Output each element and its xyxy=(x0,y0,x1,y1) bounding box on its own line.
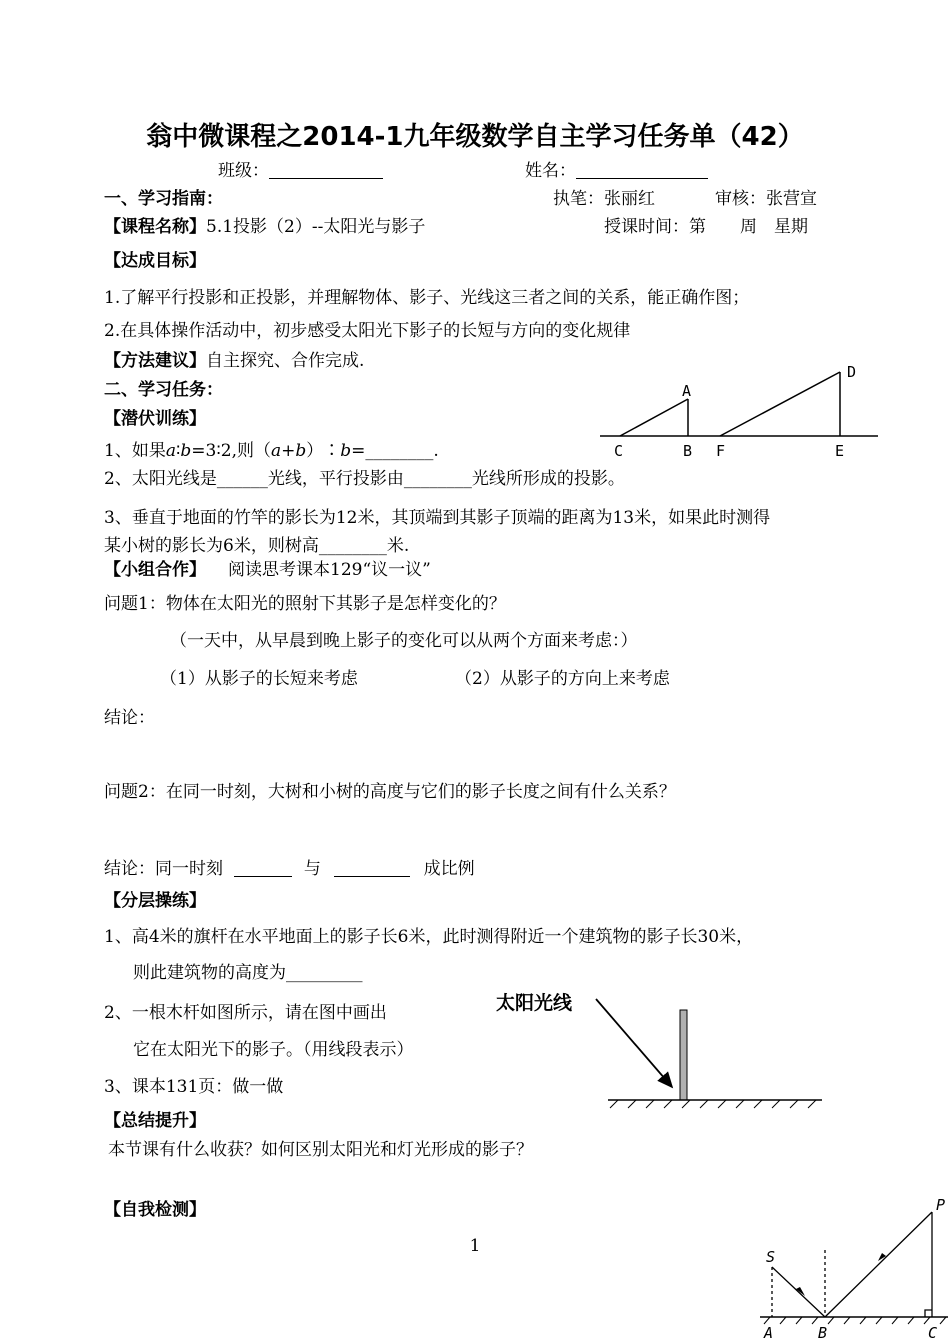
layer-2-line1: 2、一根木杆如图所示，请在图中画出 xyxy=(104,1003,387,1023)
arrow-head-2 xyxy=(878,1253,886,1261)
reflected-ray xyxy=(825,1212,932,1317)
q1-b: b xyxy=(180,441,192,461)
q1-prefix: 1、如果 xyxy=(104,441,166,461)
figure-sunlight-pole xyxy=(600,995,830,1115)
goal-1: 1.了解平行投影和正投影，并理解物体、影子、光线这三者之间的关系，能正确作图； xyxy=(104,288,750,308)
label-f: F xyxy=(716,442,726,460)
conclusion-2-a: 结论：同一时刻 xyxy=(104,859,223,879)
q1-ratio: =3∶2,则（ xyxy=(191,441,272,461)
method-line xyxy=(104,350,364,372)
q1-eq: = xyxy=(351,441,366,461)
layer-practice-tag: 【分层操练】 xyxy=(104,891,206,911)
question-2: 2、太阳光线是______光线，平行投影由________光线所形成的投影。 xyxy=(104,469,625,489)
class-label: 班级： xyxy=(218,161,269,181)
sunlight-label: 太阳光线 xyxy=(496,992,573,1014)
page-number: 1 xyxy=(469,1236,481,1256)
name-blank[interactable] xyxy=(576,160,708,179)
pre-training-tag: 【潜伏训练】 xyxy=(104,409,206,429)
label-d: D xyxy=(847,363,857,381)
method-text: 自主探究、合作完成. xyxy=(206,351,365,371)
problem-1-hint: （一天中，从早晨到晚上影子的变化可以从两个方面来考虑：） xyxy=(170,631,638,651)
conclusion-2-c: 成比例 xyxy=(423,859,475,879)
problem-1: 问题1：物体在太阳光的照射下其影子是怎样变化的？ xyxy=(104,594,506,614)
writer: 执笔：张丽红 xyxy=(553,189,655,209)
group-tag: 【小组合作】 xyxy=(104,560,206,580)
goal-2: 2.在具体操作活动中，初步感受太阳光下影子的长短与方向的变化规律 xyxy=(104,321,631,341)
label-a: A xyxy=(682,382,692,400)
conclusion-2-b: 与 xyxy=(303,859,321,879)
segment-ca xyxy=(620,399,688,436)
course-tag: 【课程名称】 xyxy=(104,217,206,237)
q1-blank[interactable]: ________ xyxy=(365,441,434,461)
layer-1-line1: 1、高4米的旗杆在水平地面上的影子长6米，此时测得附近一个建筑物的影子长30米， xyxy=(104,927,754,947)
sunlight-arrow xyxy=(596,999,672,1087)
question-1 xyxy=(104,440,439,462)
problem-1-option-2: （2）从影子的方向上来考虑 xyxy=(455,669,670,689)
label-p: P xyxy=(936,1196,946,1214)
label-s: S xyxy=(766,1248,776,1266)
guide-heading: 一、学习指南： xyxy=(104,189,223,209)
right-angle-mark xyxy=(925,1310,932,1317)
label-c-2: C xyxy=(928,1324,938,1342)
label-b-2: B xyxy=(818,1324,828,1342)
summary-text: 本节课有什么收获？如何区别太阳光和灯光形成的影子？ xyxy=(108,1140,533,1160)
course-line xyxy=(104,216,425,238)
q1-end: . xyxy=(433,441,439,461)
problem-1-option-1: （1）从影子的长短来考虑 xyxy=(160,669,358,689)
figure-triangles xyxy=(600,364,890,464)
class-field xyxy=(218,160,383,182)
method-tag: 【方法建议】 xyxy=(104,351,206,371)
q1-a: a xyxy=(165,441,176,461)
wooden-pole xyxy=(680,1010,687,1100)
layer-3: 3、课本131页：做一做 xyxy=(104,1077,284,1097)
name-field xyxy=(525,160,708,182)
goal-tag: 【达成目标】 xyxy=(104,251,206,271)
class-blank[interactable] xyxy=(269,160,383,179)
conclusion-1: 结论： xyxy=(104,708,155,728)
conclusion-2-blank-2[interactable] xyxy=(334,860,410,877)
conclusion-2 xyxy=(104,858,475,880)
mirror-hatch xyxy=(764,1317,946,1324)
q1-a-plus-b: a+b xyxy=(271,441,307,461)
self-test-tag: 【自我检测】 xyxy=(104,1200,206,1220)
reviewer: 审核：张营宣 xyxy=(715,189,817,209)
course-name: 5.1投影（2）--太阳光与影子 xyxy=(206,217,426,237)
conclusion-2-blank-1[interactable] xyxy=(234,860,292,877)
tasks-heading: 二、学习任务： xyxy=(104,380,223,400)
group-line xyxy=(104,559,431,581)
layer-1-line2: 则此建筑物的高度为_________ xyxy=(133,963,363,983)
group-text: 阅读思考课本129“议一议” xyxy=(228,560,431,580)
segment-fd xyxy=(720,372,840,436)
ground-hatch xyxy=(610,1100,816,1108)
page-title: 翁中微课程之2014-1九年级数学自主学习任务单（42） xyxy=(146,122,804,152)
summary-tag: 【总结提升】 xyxy=(104,1111,206,1131)
figure-reflection xyxy=(750,1192,950,1342)
question-3-line2: 某小树的影长为6米，则树高________米. xyxy=(104,536,410,556)
incident-ray xyxy=(772,1267,825,1317)
q1-b2: b xyxy=(340,441,352,461)
label-b: B xyxy=(683,442,693,460)
class-time: 授课时间：第 周 星期 xyxy=(604,217,808,237)
name-label: 姓名： xyxy=(525,161,576,181)
label-c: C xyxy=(614,442,624,460)
layer-2-line2: 它在太阳光下的影子。（用线段表示） xyxy=(133,1040,414,1060)
q1-close: ）∶ xyxy=(306,441,341,461)
label-e: E xyxy=(835,442,845,460)
problem-2: 问题2：在同一时刻，大树和小树的高度与它们的影子长度之间有什么关系？ xyxy=(104,782,676,802)
question-3-line1: 3、垂直于地面的竹竿的影长为12米，其顶端到其影子顶端的距离为13米，如果此时测得 xyxy=(104,508,771,528)
q1-colon: ∶ xyxy=(175,441,181,461)
label-a-2: A xyxy=(764,1324,774,1342)
